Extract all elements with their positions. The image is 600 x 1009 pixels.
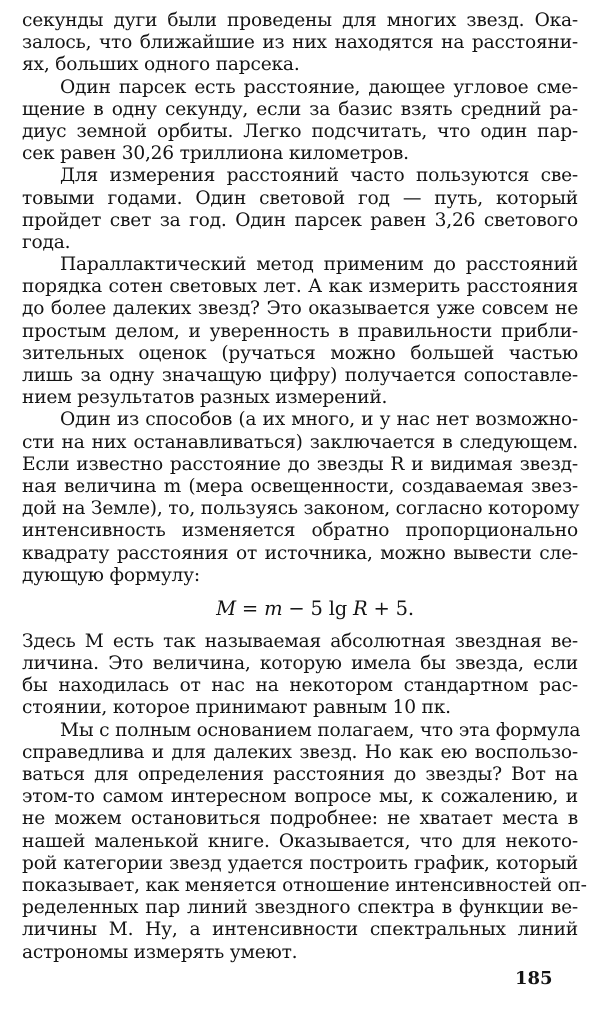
text-line: дой на Земле), то, пользуясь законом, согласно которому xyxy=(22,498,580,520)
text-line: Мы с полным основанием полагаем, что эта формула xyxy=(60,719,581,741)
text-line: показывает, как меняется отношение интенсивностей оп- xyxy=(22,874,587,896)
text-line: до более далеких звезд? Это оказывается уже совсем не xyxy=(22,298,578,320)
text-line: Для измерения расстояний часто пользуются све- xyxy=(60,165,578,187)
paragraph-6 xyxy=(22,631,578,720)
text-line: года. xyxy=(22,231,71,253)
magnitude-formula xyxy=(22,587,578,631)
text-line: щение в одну секунду, если за базис взять средний ра- xyxy=(22,98,578,120)
text-line: квадрату расстояния от источника, можно вывести сле- xyxy=(22,542,578,564)
text-line: справедлива и для далеких звезд. Но как ею воспользо- xyxy=(22,741,578,763)
page-text xyxy=(22,10,587,964)
formula-log-term: − 5 lg xyxy=(282,596,354,620)
text-line: ределенных пар линий звездного спектра в функции ве- xyxy=(22,897,578,919)
text-line: рой категории звезд удается построить график, который xyxy=(22,852,578,874)
text-line: личина. Это величина, которую имела бы звезда, если xyxy=(22,653,578,675)
text-line: личины M. Ну, а интенсивности спектральных линий xyxy=(22,919,578,941)
text-line: Если известно расстояние до звезды R и видимая звезд- xyxy=(22,453,578,475)
text-line: нием результатов разных измерений. xyxy=(22,387,388,409)
text-line: Здесь M есть так называемая абсолютная звездная ве- xyxy=(22,630,578,652)
text-line: порядка сотен световых лет. А как измерить расстояния xyxy=(22,276,578,298)
text-line: ная величина m (мера освещенности, создаваемая звез- xyxy=(22,475,578,497)
text-line: лишь за одну значащую цифру) получается сопоставле- xyxy=(22,365,578,386)
text-line: сек равен 30,26 триллиона километров. xyxy=(22,143,409,165)
text-line: этом-то самом интересном вопросе мы, к сожалению, и xyxy=(22,786,578,808)
text-line: нашей маленькой книге. Оказывается, что для некото- xyxy=(22,830,578,852)
text-line: секунды дуги были проведены для многих звезд. Ока- xyxy=(22,10,578,31)
formula-apparent-magnitude: m xyxy=(264,596,283,620)
paragraph-2 xyxy=(22,77,578,166)
paragraph-3 xyxy=(22,165,578,254)
text-line: дующую формулу: xyxy=(22,564,200,586)
formula-constant: + 5. xyxy=(367,596,414,620)
text-line: сти на них останавливаться) заключается в следующем. xyxy=(22,431,578,453)
text-line: Параллактический метод применим до расстояний xyxy=(60,254,578,276)
text-line: интенсивность изменяется обратно пропорционально xyxy=(22,520,578,542)
text-line: астрономы измерять умеют. xyxy=(22,941,298,963)
text-line: ваться для определения расстояния до звезды? Вот на xyxy=(22,764,578,785)
page-number: 185 xyxy=(515,968,553,989)
text-line: пройдет свет за год. Один парсек равен 3,26 светового xyxy=(22,209,578,231)
paragraph-4 xyxy=(22,254,578,409)
text-line: стоянии, которое принимают равным 10 пк. xyxy=(22,697,451,719)
text-line: Один парсек есть расстояние, дающее угловое сме- xyxy=(60,76,578,98)
formula-distance: R xyxy=(353,596,368,620)
formula-equals: = xyxy=(235,596,265,620)
text-line: зительных оценок (ручаться можно большей частью xyxy=(22,342,578,364)
text-line: бы находилась от нас на некотором стандартном рас- xyxy=(22,675,578,697)
text-line: Один из способов (а их много, и у нас нет возможно- xyxy=(60,409,578,431)
paragraph-7 xyxy=(22,719,587,964)
text-line: диус земной орбиты. Легко подсчитать, что один пар- xyxy=(22,120,578,142)
paragraph-1 xyxy=(22,10,578,77)
text-line: не можем остановиться подробнее: не хватает места в xyxy=(22,808,578,830)
text-line: ях, больших одного парсека. xyxy=(22,54,300,76)
text-line: залось, что ближайшие из них находятся на расстояни- xyxy=(22,32,578,54)
formula-absolute-magnitude: M xyxy=(216,596,236,620)
paragraph-5 xyxy=(22,409,578,587)
text-line: простым делом, и уверенность в правильности прибли- xyxy=(22,320,578,342)
text-line: товыми годами. Один световой год — путь, который xyxy=(22,187,578,209)
